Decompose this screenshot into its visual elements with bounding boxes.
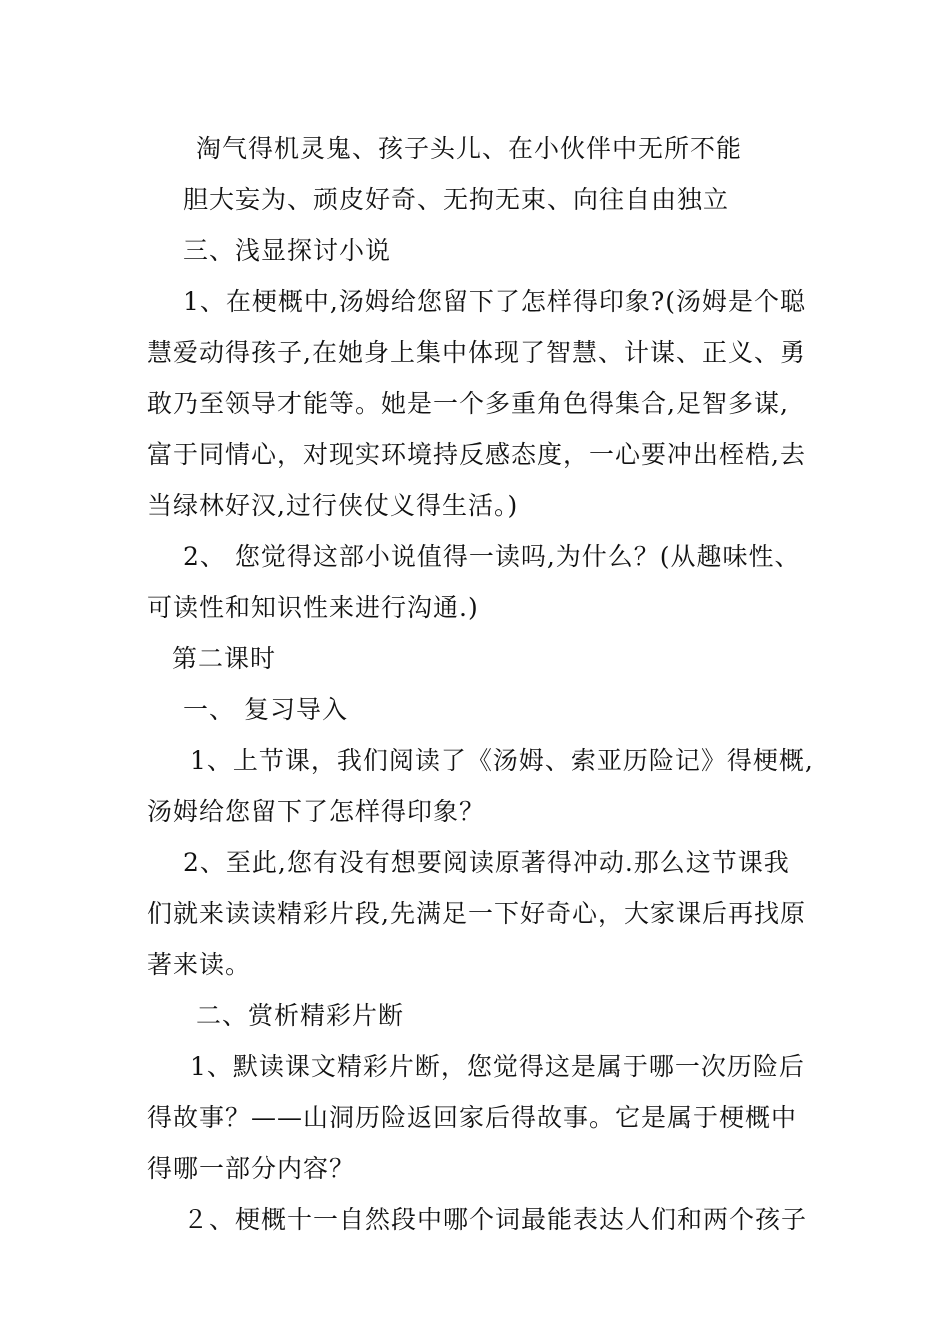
text-line-21: 得哪一部分内容？ <box>147 1154 356 1183</box>
text-line-2: 胆大妄为、顽皮好奇、无拘无束、向往自由独立 <box>183 185 730 214</box>
text-line-7: 富于同情心，对现实环境持反感态度，一心要冲出桎梏,去 <box>147 440 806 469</box>
lesson-heading: 第二课时 <box>172 644 277 673</box>
section-heading-review: 一、 复习导入 <box>183 695 348 724</box>
text-line-15: 2、至此,您有没有想要阅读原著得冲动.那么这节课我 <box>183 848 790 877</box>
text-line-10: 可读性和知识性来进行沟通.) <box>147 593 479 622</box>
text-line-22: ２、梗概十一自然段中哪个词最能表达人们和两个孩子 <box>183 1205 808 1234</box>
text-line-14: 汤姆给您留下了怎样得印象？ <box>147 797 486 826</box>
text-line-6: 敢乃至领导才能等。她是一个多重角色得集合,足智多谋, <box>147 389 789 418</box>
text-line-16: 们就来读读精彩片段,先满足一下好奇心，大家课后再找原 <box>147 899 806 928</box>
text-line-4: 1、在梗概中,汤姆给您留下了怎样得印象?(汤姆是个聪 <box>183 287 807 316</box>
text-line-13: 1、上节课，我们阅读了《汤姆、索亚历险记》得梗概, <box>190 746 814 775</box>
text-line-5: 慧爱动得孩子,在她身上集中体现了智慧、计谋、正义、勇 <box>147 338 806 367</box>
text-line-20: 得故事？——山洞历险返回家后得故事。它是属于梗概中 <box>147 1103 798 1132</box>
text-line-9: 2、 您觉得这部小说值得一读吗,为什么？(从趣味性、 <box>183 542 801 571</box>
section-heading-appreciate: 二、赏析精彩片断 <box>196 1001 405 1030</box>
text-line-19: 1、默读课文精彩片断，您觉得这是属于哪一次历险后 <box>190 1052 805 1081</box>
text-line-17: 著来读。 <box>147 950 252 979</box>
text-line-8: 当绿林好汉,过行侠仗义得生活。) <box>147 491 519 520</box>
section-heading-3: 三、浅显探讨小说 <box>183 236 392 265</box>
text-line-1: 淘气得机灵鬼、孩子头儿、在小伙伴中无所不能 <box>196 134 743 163</box>
